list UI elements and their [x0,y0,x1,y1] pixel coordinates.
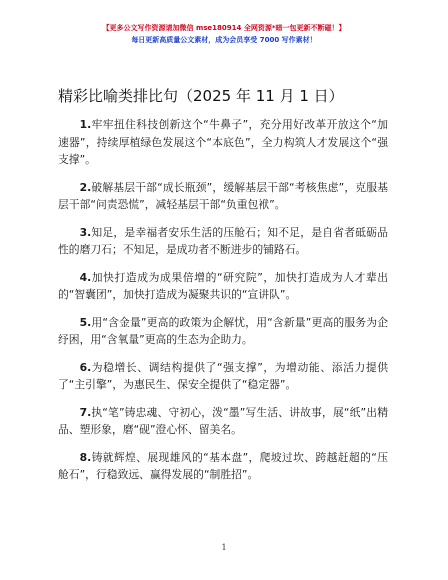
paragraph-3 [58,224,388,259]
paragraph-text: 执“笔”铸忠魂、守初心，泼“墨”写生活、讲故事，展“纸”出精品、塑形象，磨“砚”澄心怀、留美名。 [58,405,388,436]
paragraph-text: 铸就辉煌、展现雄风的“基本盘”，爬坡过坎、跨越赶超的“压舱石”，行稳致远、赢得发展的“制胜招”。 [58,450,388,481]
paragraph-number: 7. [79,405,92,419]
paragraph-6 [58,359,388,394]
paragraph-number: 1. [79,118,92,131]
paragraph-text: 牢牢扭住科技创新这个“牛鼻子”，充分用好改革开放这个“加速器”，持续厚植绿色发展这个“本底色”，全力构筑人才发展这个“强支撑”。 [58,118,388,166]
paragraph-4 [58,269,388,304]
paragraph-number: 4. [79,270,92,284]
paragraph-8 [58,449,388,484]
promo-banner-line2: 每日更新高质量公文素材，成为会员享受 7000 写作素材！ [131,36,317,44]
paragraph-1 [58,116,388,169]
paragraph-number: 8. [79,450,92,464]
paragraph-text: 加快打造成为成果倍增的“研究院”，加快打造成为人才辈出的“智囊团”，加快打造成为凝聚共识的“宣讲队”。 [58,270,388,301]
paragraph-number: 3. [79,225,92,239]
paragraph-7 [58,404,388,439]
paragraph-2 [58,179,388,214]
paragraph-text: 为稳增长、调结构提供了“强支撑”，为增动能、添活力提供了“主引擎”，为惠民生、保安全提供了“稳定器”。 [58,360,388,391]
document-title: 精彩比喻类排比句（2025 年 11 月 1 日） [58,87,344,105]
paragraph-text: 破解基层干部“成长瓶颈”，缓解基层干部“考核焦虑”，克服基层干部“问责恐慌”，减轻基层干部“负重包袱”。 [58,180,388,211]
paragraph-text: 用“含金量”更高的政策为企解忧，用“含新量”更高的服务为企纾困，用“含氧量”更高的生态为企助力。 [58,315,388,346]
paragraph-number: 2. [79,180,92,194]
promo-banner [0,22,448,46]
paragraph-number: 5. [79,315,92,329]
paragraph-text: 知足，是幸福者安乐生活的压舱石；知不足，是自省者砥砺品性的磨刀石；不知足，是成功者不断进步的铺路石。 [58,225,388,256]
promo-banner-line1: 【更多公文写作资源请加微信 mse180914 全网资源*暗一包更新不断磁！】 [102,24,346,32]
paragraph-number: 6. [79,360,92,374]
paragraph-5 [58,314,388,349]
document-body [58,116,388,494]
page-number: 1 [221,543,227,552]
